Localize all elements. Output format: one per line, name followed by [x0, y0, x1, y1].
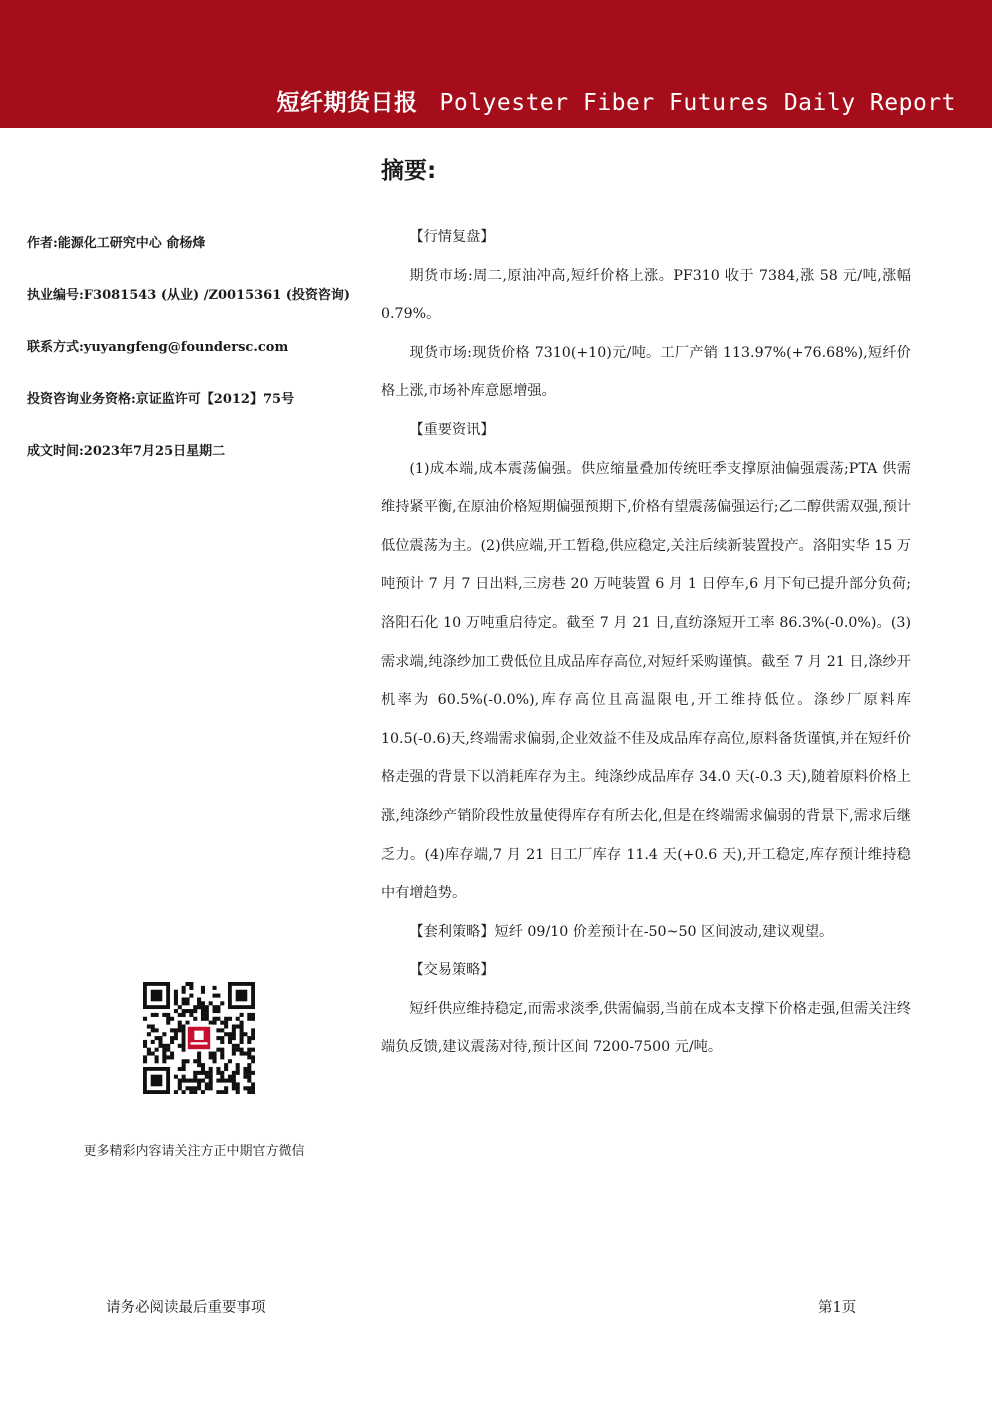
trading-paragraph: 短纤供应维持稳定,而需求淡季,供需偏弱,当前在成本支撑下价格走强,但需关注终端负反馈,建议震荡对待,预计区间 7200-7500 元/吨。 [381, 1000, 911, 1056]
news-heading: 【重要资讯】 [409, 421, 495, 438]
trading-heading: 【交易策略】 [409, 962, 495, 979]
spot-market-paragraph: 现货市场:现货价格 7310(+10)元/吨。工厂产销 113.97%(+76.68%),短纤价格上涨,市场补库意愿增强。 [381, 344, 911, 400]
futures-market-paragraph: 期货市场:周二,原油冲高,短纤价格上涨。PF310 收于 7384,涨 58 元/吨,涨幅 0.79%。 [381, 267, 911, 323]
report-title-en: Polyester Fiber Futures Daily Report [439, 90, 956, 116]
qr-caption: 更多精彩内容请关注方正中期官方微信 [83, 1144, 305, 1159]
report-title [277, 84, 957, 117]
header-banner [0, 0, 992, 128]
summary-body [381, 218, 911, 1067]
wechat-qr-code [143, 982, 255, 1094]
arbitrage-paragraph: 【套利策略】短纤 09/10 价差预计在-50~50 区间波动,建议观望。 [409, 923, 834, 940]
meta-date: 成文时间:2023年7月25日星期二 [27, 444, 226, 459]
news-paragraph: (1)成本端,成本震荡偏强。供应缩量叠加传统旺季支撑原油偏强震荡;PTA 供需维持紧平衡,在原油价格短期偏强预期下,价格有望震荡偏强运行;乙二醇供需双强,预计低位震荡为主。(2)供应端,开工暂稳,供应稳定,关注后续新装置投产。洛阳实华 15 万吨预计 7 月 7 日出料,三房巷 20 万吨装置 6 月 1 日停车,6 月下旬已提升部分负荷;洛阳石化 10 万吨重启待定。截至 7 月 21 日,直纺涤短开工率 86.3%(-0.0%)。(3)需求端,纯涤纱加工费低位且成品库存高位,对短纤采购谨慎。截至 7 月 21 日,涤纱开机率为 60.5%(-0.0%),库存高位且高温限电,开工维持低位。涤纱厂原料库 10.5(-0.6)天,终端需求偏弱,企业效益不佳及成品库存高位,原料备货谨慎,并在短纤价格走强的背景下以消耗库存为主。纯涤纱成品库存 34.0 天(-0.3 天),随着原料价格上涨,纯涤纱产销阶段性放量使得库存有所去化,但是在终端需求偏弱的背景下,需求后继乏力。(4)库存端,7 月 21 日工厂库存 11.4 天(+0.6 天),开工稳定,库存预计维持稳中有增趋势。 [381, 460, 911, 902]
meta-contact: 联系方式:yuyangfeng@foundersc.com [27, 340, 289, 355]
author-meta [27, 236, 367, 496]
meta-qualification: 投资咨询业务资格:京证监许可【2012】75号 [27, 392, 295, 407]
summary-title: 摘要: [381, 158, 437, 184]
qr-code-icon [143, 982, 255, 1094]
market-review-heading: 【行情复盘】 [409, 229, 495, 245]
page-number: 第1页 [818, 1300, 857, 1316]
meta-license: 执业编号:F3081543 (从业) /Z0015361 (投资咨询) [27, 288, 351, 303]
report-title-cn: 短纤期货日报 [276, 90, 418, 116]
footer-notice: 请务必阅读最后重要事项 [106, 1300, 266, 1316]
meta-author: 作者:能源化工研究中心 俞杨烽 [27, 236, 206, 251]
